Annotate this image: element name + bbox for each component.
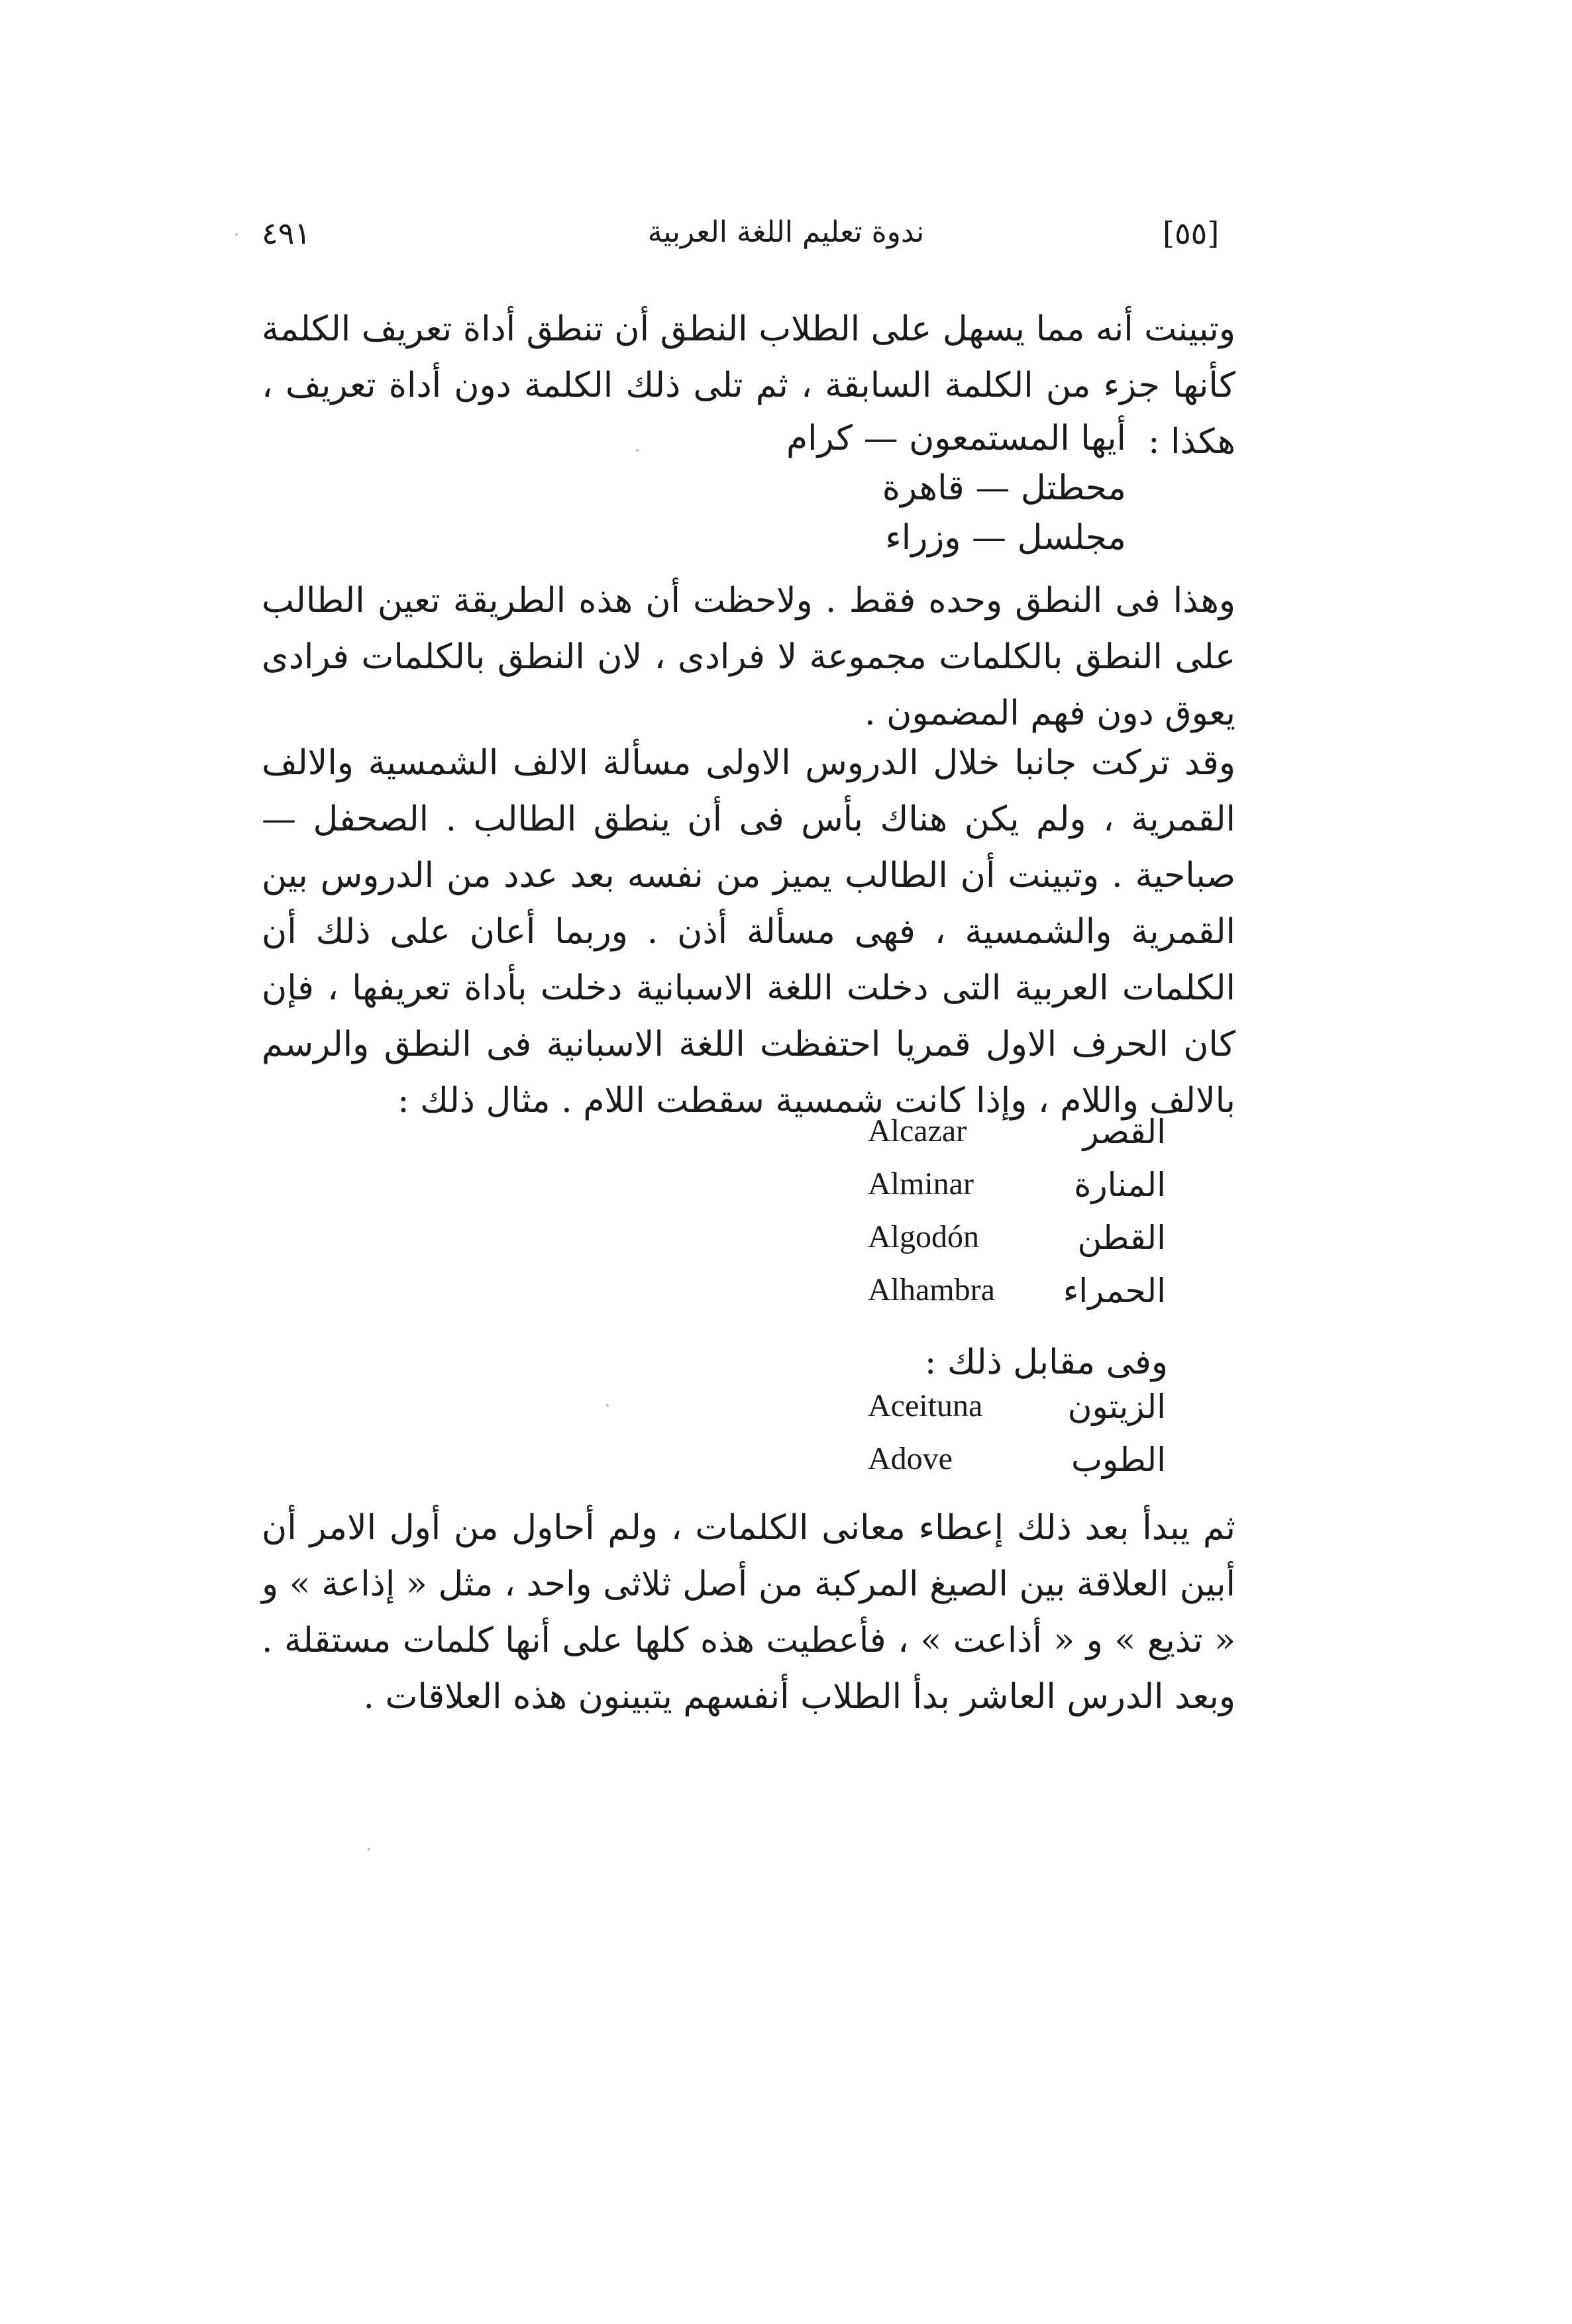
word-pair-row xyxy=(868,1388,1166,1440)
scan-speck xyxy=(368,1848,370,1850)
example-line-1: أيها المستمعون — كرام xyxy=(786,419,1126,458)
page-number: ٤٩١ xyxy=(262,215,311,251)
word-pair-row xyxy=(868,1272,1166,1325)
page-header xyxy=(0,215,1572,262)
arabic-word: الزيتون xyxy=(1067,1388,1166,1426)
example-line-3: مجلسل — وزراء xyxy=(885,518,1126,558)
loanword-table-1 xyxy=(868,1113,1166,1325)
transition-line: وفى مقابل ذلك : xyxy=(924,1342,1168,1382)
paragraph-5: ثم يبدأ بعد ذلك إعطاء معانى الكلمات ، ولم أحاول من أول الامر أن أبين العلاقة بين الصيغ المركبة من أصل ثلاثى واحد ، مثل « إذاعة » و « تذيع » و « أذاعت » ، فأعطيت هذه كلها على أنها كلمات مستقلة . وبعد الدرس العاشر بدأ الطلاب أنفسهم يتبينون هذه العلاقات . xyxy=(262,1508,1235,1717)
paragraph-3: وقد تركت جانبا خلال الدروس الاولى مسألة الالف الشمسية والالف القمرية ، ولم يكن هناك بأس فى أن ينطق الطالب . الصحفل — صباحية . وتبينت أن الطالب يميز من نفسه بعد عدد من الدروس بين القمرية والشمسية ، فهى مسألة أذن . وربما أعان على ذلك أن الكلمات العربية التى دخلت اللغة الاسبانية دخلت بأداة تعريفها ، فإن كان الحرف الاول قمريا احتفظت اللغة الاسبانية فى النطق والرسم بالالف واللام ، وإذا كانت شمسية سقطت اللام . مثال ذلك : xyxy=(262,743,1235,1121)
word-pair-row xyxy=(868,1113,1166,1166)
spanish-word: Alcazar xyxy=(868,1113,967,1148)
arabic-word: القصر xyxy=(1082,1113,1166,1151)
scan-speck xyxy=(235,233,238,236)
arabic-word: المنارة xyxy=(1074,1166,1166,1204)
word-pair-row xyxy=(868,1219,1166,1272)
spanish-word: Alminar xyxy=(868,1166,974,1201)
spanish-word: Adove xyxy=(868,1441,953,1476)
word-pair-row xyxy=(868,1166,1166,1219)
running-title: ندوة تعليم اللغة العربية xyxy=(647,215,925,249)
arabic-word: القطن xyxy=(1077,1219,1166,1257)
section-number: [٥٥] xyxy=(1163,215,1220,251)
scan-speck xyxy=(606,1404,609,1407)
loanword-table-2 xyxy=(868,1388,1166,1493)
word-pair-row xyxy=(868,1440,1166,1493)
scan-speck xyxy=(636,449,639,452)
paragraph-2: وهذا فى النطق وحده فقط . ولاحظت أن هذه الطريقة تعين الطالب على النطق بالكلمات مجموعة لا فرادى ، لان النطق بالكلمات فرادى يعوق دون فهم المضمون . xyxy=(262,581,1235,733)
paragraph-1: وتبينت أنه مما يسهل على الطلاب النطق أن تنطق أداة تعريف الكلمة كأنها جزء من الكلمة السابقة ، ثم تلى ذلك الكلمة دون أداة تعريف ، هكذا : xyxy=(262,309,1235,462)
spanish-word: Algodón xyxy=(868,1219,979,1254)
arabic-word: الحمراء xyxy=(1063,1272,1166,1310)
arabic-word: الطوب xyxy=(1071,1440,1166,1479)
example-line-2: محطتل — قاهرة xyxy=(882,468,1126,508)
spanish-word: Alhambra xyxy=(868,1272,995,1307)
spanish-word: Aceituna xyxy=(868,1388,983,1423)
